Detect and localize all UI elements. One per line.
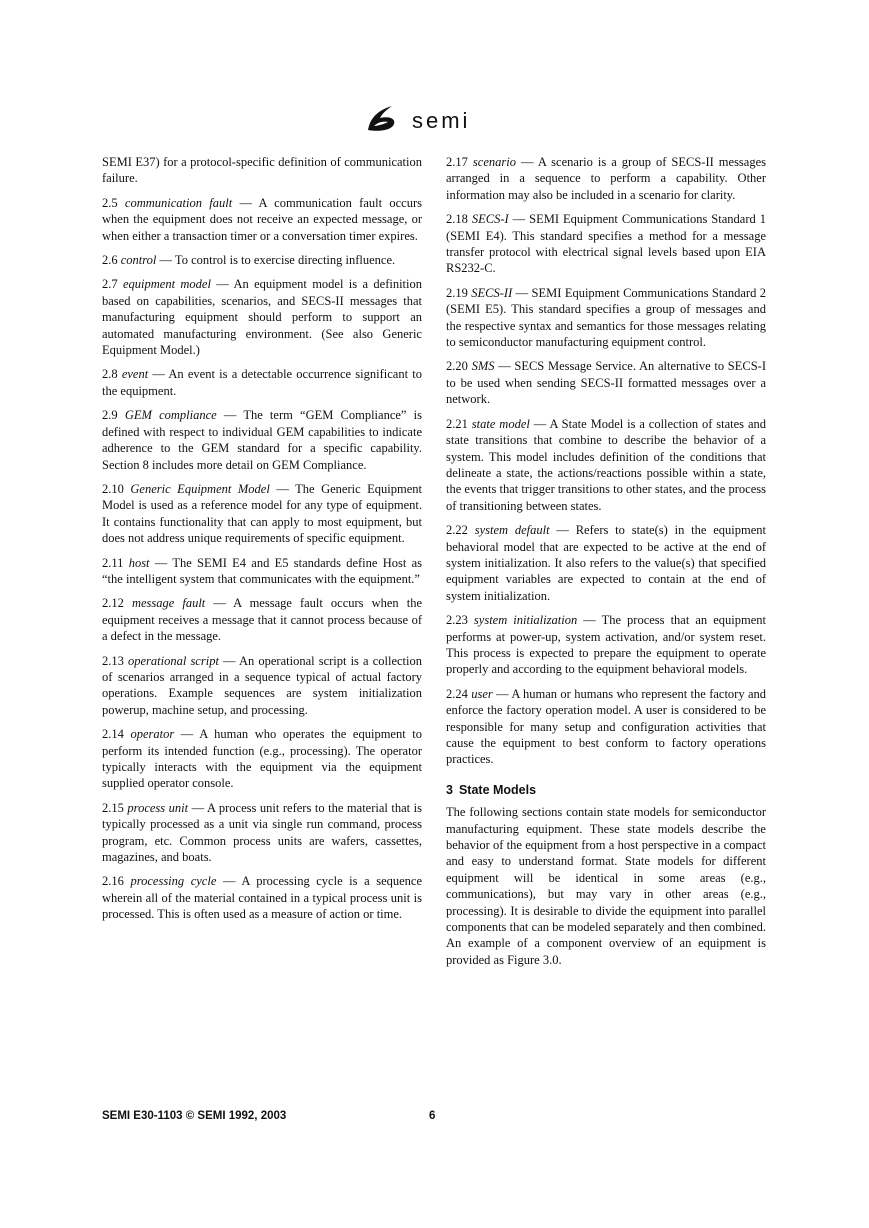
page-footer: [102, 1110, 782, 1122]
definition-number: 2.24: [446, 686, 468, 701]
definition-text: — The term “GEM Compliance” is defined with respect to individual GEM capabilities to indicate adherence to the GEM standard for a specific capability. Section 8 includes more detail on GEM Compliance.: [102, 408, 422, 472]
definition-paragraph: [102, 873, 422, 922]
definition-text: — The process that an equipment performs at power-up, system activation, and/or system reset. This process is expected to prepare the equipment to operate properly and according to the equipment behavioral models.: [446, 613, 766, 677]
definition-text: — SECS Message Service. An alternative to SECS-I to be used when sending SECS-II formatted messages over a network.: [446, 359, 767, 407]
definition-paragraph: [102, 407, 422, 473]
definition-paragraph: [102, 595, 422, 644]
definition-paragraph: [446, 612, 766, 678]
definition-paragraph: [102, 366, 422, 399]
page-number: 6: [429, 1110, 436, 1122]
definition-text: — SEMI Equipment Communications Standard 1 (SEMI E4). This standard specifies a method for a message transfer protocol with electrical signal levels based upon EIA RS232-C.: [446, 212, 766, 276]
definition-paragraph: [102, 154, 422, 187]
definition-text: — Refers to state(s) in the equipment behavioral model that are expected to be active at the end of system initialization. It also refers to the value(s) that specified equipment variables are expected to contain at the end of system initialization.: [446, 523, 767, 603]
definition-paragraph: [102, 195, 422, 244]
definition-term: communication fault: [124, 195, 233, 210]
definition-term: host: [128, 555, 150, 570]
definition-term: operational script: [128, 653, 219, 668]
definition-term: state model: [471, 416, 530, 431]
section-title: State Models: [458, 782, 537, 797]
definition-paragraph: [446, 416, 766, 514]
definition-number: 2.6: [102, 253, 118, 268]
definition-number: 2.21: [446, 416, 468, 431]
definition-term: user: [471, 686, 493, 701]
definition-paragraph: [446, 522, 766, 604]
definition-number: 2.17: [446, 155, 468, 169]
definition-term: system initialization: [473, 613, 578, 628]
definition-number: 2.14: [102, 727, 124, 742]
definition-number: 2.13: [102, 653, 124, 668]
left-column: [102, 154, 422, 931]
definition-term: scenario: [472, 155, 516, 169]
section-heading: [446, 782, 766, 798]
definition-paragraph: [102, 481, 422, 547]
definition-number: 2.12: [102, 596, 124, 611]
definition-number: 2.9: [102, 408, 118, 423]
section-number: 3: [446, 782, 453, 797]
definition-text: — An event is a detectable occurrence significant to the equipment.: [102, 367, 422, 398]
definition-term: Generic Equipment Model: [130, 481, 270, 496]
definition-text: — A State Model is a collection of states and state transitions that combine to describe the behavior of a system. This model includes definition of the conditions that delineate a state, the actions/reactions possible within a state, the events that trigger transitions to other states, and the process of transitioning between states.: [446, 416, 766, 513]
definition-number: 2.23: [446, 613, 468, 628]
definition-paragraph: [446, 154, 766, 203]
definition-text: — SEMI Equipment Communications Standard 2 (SEMI E5). This standard specifies a group of messages and the respective syntax and semantics for those messages relating to semiconductor manufacturing equipment control.: [446, 285, 766, 350]
definition-text: — A human who operates the equipment to perform its intended function (e.g., processing). The operator typically interacts with the equipment via the equipment supplied operator console.: [102, 727, 422, 791]
section-paragraph: The following sections contain state models for semiconductor manufacturing equipment. These state models describe the behavior of the equipment from a host perspective in a compact and easy to understand format. State models for different equipment will be identical in some areas (e.g., communications), but may vary in other areas (e.g., processing). It is desirable to divide the equipment into parallel components that can be modeled separately and then combined. An example of a component overview of an equipment is provided as Figure 3.0.: [446, 805, 766, 967]
definition-number: 2.8: [102, 367, 118, 382]
definition-paragraph: [102, 800, 422, 866]
definition-text: — A human or humans who represent the factory and enforce the factory operation model. A user is considered to be responsible for many setup and configuration activities that cause the equipment to best conform to factory operations practices.: [446, 686, 767, 767]
definition-text: — To control is to exercise directing influence.: [156, 253, 396, 268]
definition-number: 2.15: [102, 800, 124, 815]
definition-number: 2.22: [446, 523, 468, 538]
definition-number: 2.5: [102, 195, 118, 210]
definition-paragraph: [446, 211, 766, 277]
definition-term: SECS-I: [471, 212, 509, 227]
definition-text: SEMI E37) for a protocol-specific definition of communication failure.: [102, 155, 422, 186]
right-column: [446, 154, 766, 976]
definition-term: GEM compliance: [124, 408, 217, 423]
definition-number: 2.10: [102, 481, 124, 496]
definition-term: SMS: [471, 359, 495, 374]
logo-wordmark: semi: [412, 108, 471, 133]
definition-number: 2.20: [446, 359, 468, 374]
definition-term: equipment model: [122, 277, 211, 292]
definition-term: SECS-II: [471, 285, 513, 300]
definition-paragraph: [446, 285, 766, 351]
definition-paragraph: [102, 276, 422, 358]
definition-term: process unit: [127, 800, 189, 815]
definition-term: system default: [474, 523, 550, 538]
definition-number: 2.7: [102, 277, 118, 292]
footer-doc-id: SEMI E30-1103 © SEMI 1992, 2003: [102, 1110, 287, 1122]
semi-logo: [364, 100, 504, 136]
definition-text: — The Generic Equipment Model is used as a reference model for any type of equipment. It contains functionality that can apply to most equipment, but does not address unique requirements of specific equipment.: [102, 481, 422, 546]
definition-text: — The SEMI E4 and E5 standards define Host as “the intelligent system that communicates with the equipment.”: [102, 555, 422, 586]
definition-text: — A process unit refers to the material that is typically processed as a unit via single run command, process program, etc. Common process units are wafers, cassettes, magazines, and boats.: [102, 800, 423, 865]
definition-number: 2.11: [102, 555, 124, 570]
definition-paragraph: [446, 686, 766, 768]
definition-paragraph: [102, 653, 422, 719]
definition-paragraph: [446, 358, 766, 407]
definition-text: — An equipment model is a definition based on capabilities, scenarios, and SECS-II messages that manufacturing equipment should perform to support an automated manufacturing environment. (See also Generic Equipment Model.): [102, 277, 422, 358]
definition-term: event: [121, 367, 149, 382]
definition-text: — A processing cycle is a sequence wherein all of the material contained in a typical process unit is processed. This is often used as a measure of action or time.: [102, 874, 423, 922]
definition-number: 2.18: [446, 212, 468, 227]
definition-term: operator: [130, 727, 175, 742]
definition-number: 2.16: [102, 874, 124, 889]
definition-text: — An operational script is a collection of scenarios arranged in a sequence typical of actual factory operations. Example sequences are system initialization powerup, machine setup, and processing.: [102, 653, 422, 717]
definition-text: — A message fault occurs when the equipment receives a message that it cannot process because of a defect in the message.: [102, 596, 423, 644]
definition-text: — A communication fault occurs when the equipment does not receive an expected message, or when either a transaction timer or a conversation timer expires.: [102, 195, 422, 243]
definition-number: 2.19: [446, 285, 468, 300]
definition-term: control: [120, 253, 157, 268]
definition-paragraph: [102, 555, 422, 588]
definition-term: message fault: [131, 596, 206, 611]
definition-term: processing cycle: [130, 874, 217, 889]
definition-text: — A scenario is a group of SECS-II messages arranged in a sequence to perform a capability. Other information may also be included in a scenario for clarity.: [446, 155, 767, 202]
definition-paragraph: [102, 726, 422, 792]
definition-paragraph: [102, 252, 422, 268]
